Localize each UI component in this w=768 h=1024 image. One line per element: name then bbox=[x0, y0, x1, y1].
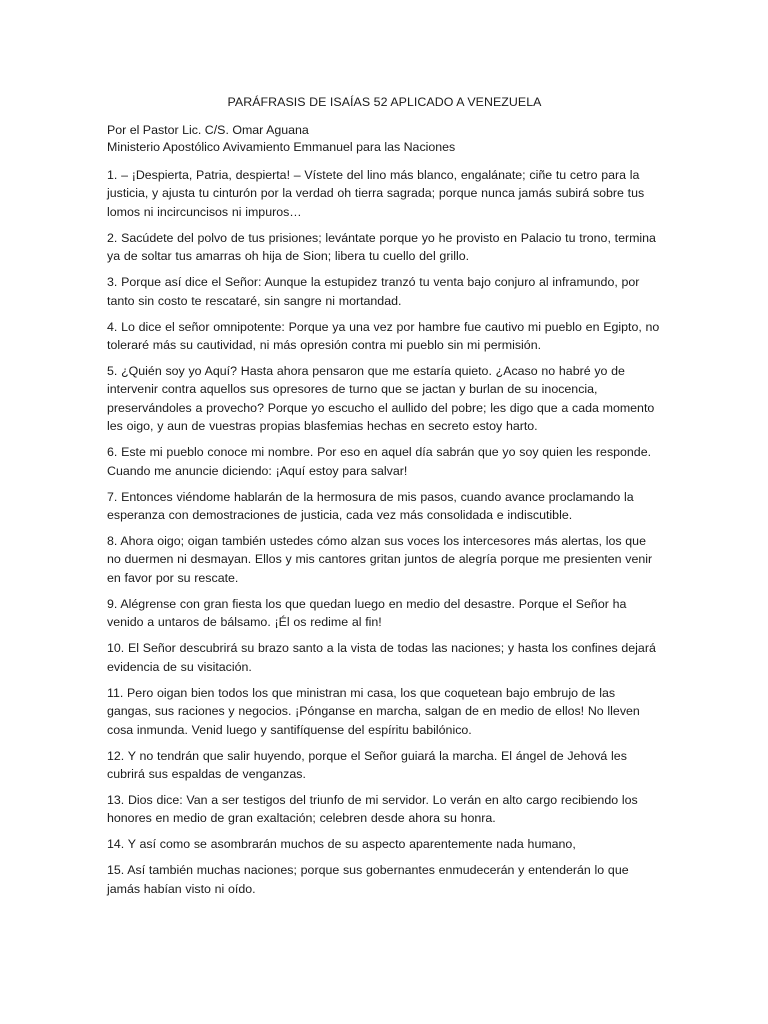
author-block bbox=[107, 122, 662, 155]
paragraph-11: 11. Pero oigan bien todos los que ministran mi casa, los que coquetean bajo embrujo de las gangas, sus raciones y negocios. ¡Pónganse en marcha, salgan de en medio de ellos! No lleven cosa inmunda. Venid luego y santifíquense del espíritu babilónico. bbox=[107, 685, 640, 737]
paragraph-list bbox=[107, 166, 662, 898]
document-title: PARÁFRASIS DE ISAÍAS 52 APLICADO A VENEZUELA bbox=[227, 95, 542, 109]
ministry-name: Ministerio Apostólico Avivamiento Emmanuel para las Naciones bbox=[107, 139, 456, 154]
paragraph-5: 5. ¿Quién soy yo Aquí? Hasta ahora pensaron que me estaría quieto. ¿Acaso no habré yo de intervenir contra aquellos sus opresores de turno que se jactan y burlan de su inocencia, preservándoles a provecho? Porque yo escucho el aullido del pobre; les digo que a cada momento les oigo, y aun de vuestras propias blasfemias hechas en secreto estoy harto. bbox=[107, 364, 655, 434]
paragraph-14: 14. Y así como se asombrarán muchos de su aspecto aparentemente nada humano, bbox=[107, 837, 576, 852]
paragraph-2: 2. Sacúdete del polvo de tus prisiones; levántate porque yo he provisto en Palacio tu trono, termina ya de soltar tus amarras oh hija de Sion; libera tu cuello del grillo. bbox=[107, 230, 656, 264]
paragraph-6: 6. Este mi pueblo conoce mi nombre. Por eso en aquel día sabrán que yo soy quien les responde. Cuando me anuncie diciendo: ¡Aquí estoy para salvar! bbox=[107, 445, 652, 478]
author-name: Por el Pastor Lic. C/S. Omar Aguana bbox=[107, 123, 309, 137]
paragraph-8: 8. Ahora oigo; oigan también ustedes cómo alzan sus voces los intercesores más alertas, los que no duermen ni desmayan. Ellos y mis cantores gritan juntos de alegría porque me presienten venir en favor por su rescate. bbox=[107, 534, 653, 585]
paragraph-10: 10. El Señor descubrirá su brazo santo a la vista de todas las naciones; y hasta los confines dejará evidencia de su visitación. bbox=[107, 641, 656, 674]
paragraph-15: 15. Así también muchas naciones; porque sus gobernantes enmudecerán y entenderán lo que jamás habían visto ni oído. bbox=[107, 863, 629, 896]
paragraph-3: 3. Porque así dice el Señor: Aunque la estupidez tranzó tu venta bajo conjuro al inframundo, por tanto sin costo te rescataré, sin sangre ni mortandad. bbox=[107, 275, 640, 308]
paragraph-13: 13. Dios dice: Van a ser testigos del triunfo de mi servidor. Lo verán en alto cargo recibiendo los honores en medio de gran exaltación; celebren desde ahora su honra. bbox=[107, 792, 638, 826]
paragraph-1: 1. – ¡Despierta, Patria, despierta! – Vístete del lino más blanco, engalánate; ciñe tu cetro para la justicia, y ajusta tu cinturón por la verdad oh tierra sagrada; porque nunca jamás subirá sobre tus lomos ni incircuncisos ni impuros… bbox=[107, 168, 645, 219]
paragraph-9: 9. Alégrense con gran fiesta los que quedan luego en medio del desastre. Porque el Señor ha venido a untaros de bálsamo. ¡Él os redime al fin! bbox=[107, 596, 627, 630]
paragraph-12: 12. Y no tendrán que salir huyendo, porque el Señor guiará la marcha. El ángel de Jehová les cubrirá sus espaldas de venganzas. bbox=[107, 748, 627, 781]
paragraph-7: 7. Entonces viéndome hablarán de la hermosura de mis pasos, cuando avance proclamando la esperanza con demostraciones de justicia, cada vez más consolidada e indiscutible. bbox=[107, 489, 634, 523]
paragraph-4: 4. Lo dice el señor omnipotente: Porque ya una vez por hambre fue cautivo mi pueblo en Egipto, no toleraré más su cautividad, ni más opresión contra mi pueblo sin mi permisión. bbox=[107, 319, 660, 353]
